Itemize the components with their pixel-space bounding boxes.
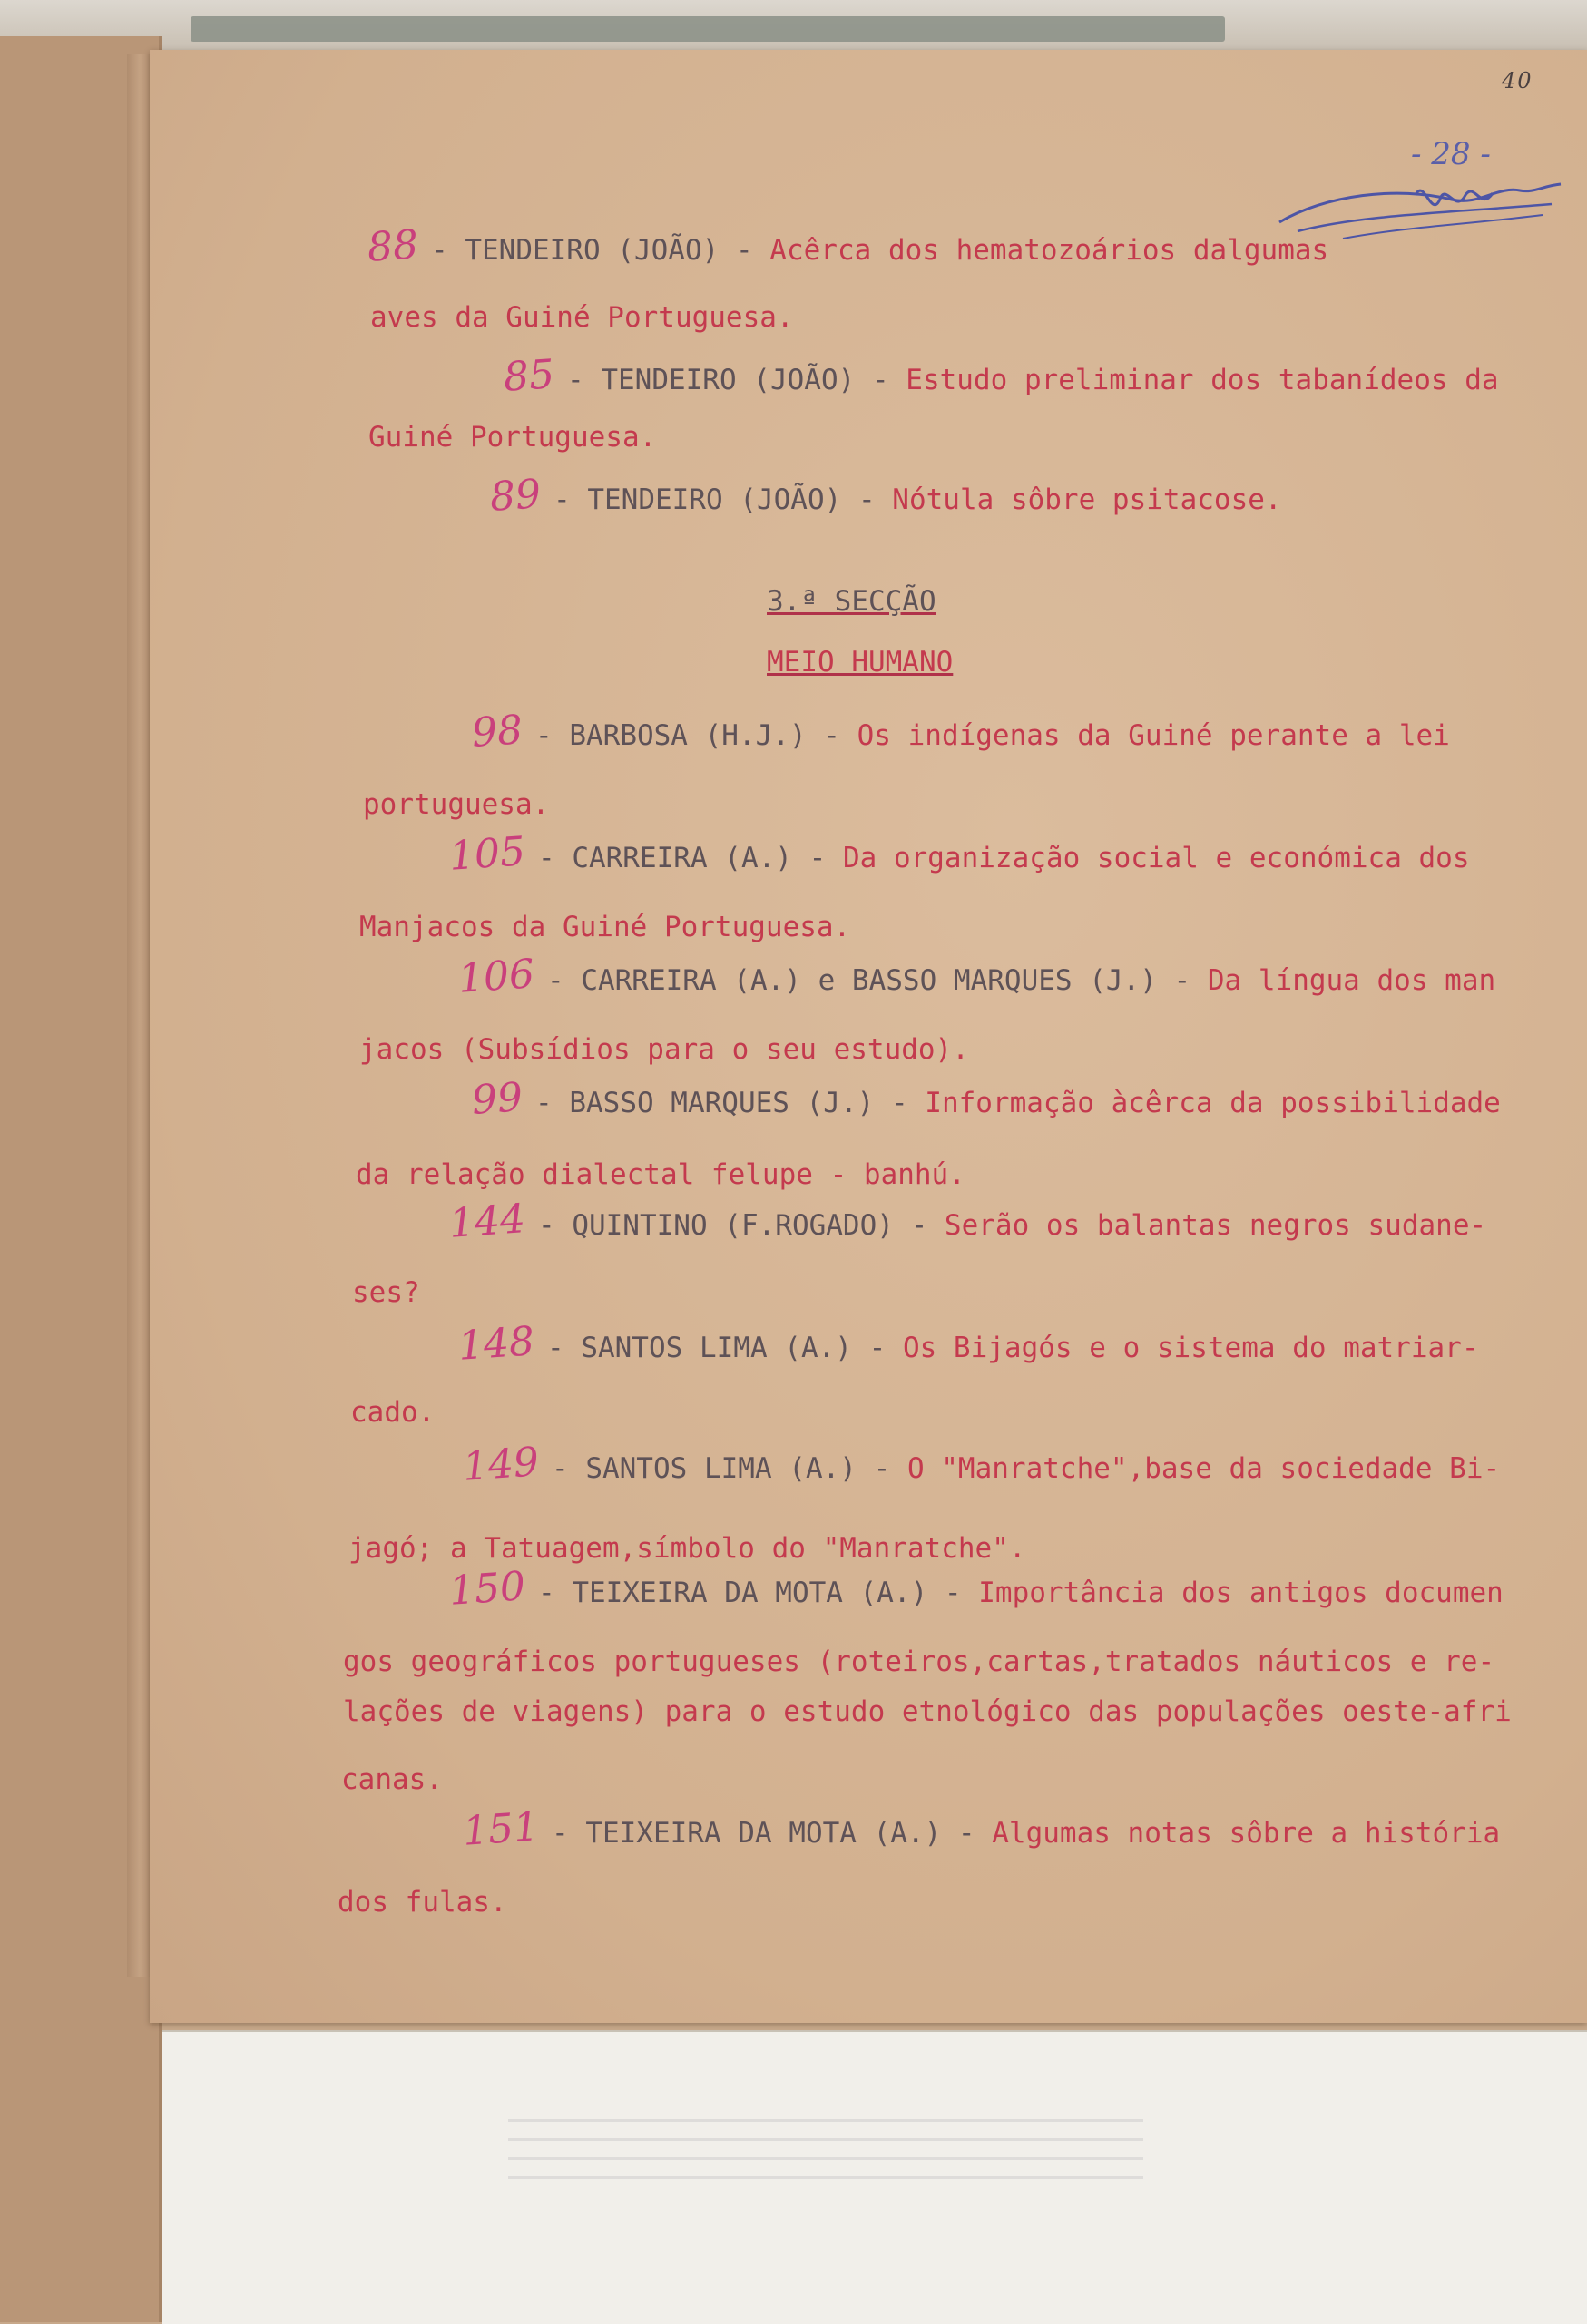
entry-author: BARBOSA (H.J.) <box>569 719 807 752</box>
handwritten-number: 99 <box>470 1074 524 1124</box>
handwritten-number: 150 <box>447 1563 527 1615</box>
entry-title: Os indígenas da Guiné perante a lei <box>857 719 1450 752</box>
entry-continuation: ses? <box>352 1276 420 1309</box>
entry-continuation: Manjacos da Guiné Portuguesa. <box>359 911 851 943</box>
handwritten-number: 98 <box>470 707 524 757</box>
entry-line-1: 88 - TENDEIRO (JOÃO) - Acêrca dos hematozoários dalgumas <box>366 221 1329 271</box>
entry-author: QUINTINO (F.ROGADO) <box>572 1209 894 1242</box>
entry-title: Da organização social e económica dos <box>842 842 1470 874</box>
entry-continuation: gos geográficos portugueses (roteiros,cartas,tratados náuticos e re- <box>343 1645 1495 1678</box>
handwritten-number: 144 <box>447 1196 527 1247</box>
entry-continuation: portuguesa. <box>363 788 550 821</box>
entry-title: Acêrca dos hematozoários dalgumas <box>769 234 1329 267</box>
entry-title: O "Manratche",base da sociedade Bi- <box>906 1452 1501 1485</box>
list-item: 151 - TEIXEIRA DA MOTA (A.) - Algumas notas sôbre a história <box>461 1803 1501 1855</box>
entry-author: TENDEIRO (JOÃO) <box>465 234 720 267</box>
entry-author: SANTOS LIMA (A.) <box>581 1332 852 1364</box>
entry-author: TEIXEIRA DA MOTA (A.) <box>585 1817 942 1850</box>
entry-title: Serão os balantas negros sudane- <box>944 1209 1487 1242</box>
page-number: - 28 - <box>1411 136 1491 172</box>
list-item: 149 - SANTOS LIMA (A.) - O "Manratche",base da sociedade Bi- <box>461 1439 1501 1490</box>
entry-continuation: da relação dialectal felupe - banhú. <box>356 1158 965 1191</box>
handwritten-number: 149 <box>461 1439 541 1490</box>
list-item: 106 - CARREIRA (A.) e BASSO MARQUES (J.) - Da língua dos man <box>456 951 1496 1002</box>
list-item: 99 - BASSO MARQUES (J.) - Informação àcêrca da possibilidade <box>470 1074 1501 1124</box>
entry-author: SANTOS LIMA (A.) <box>585 1452 857 1485</box>
entry-continuation: jacos (Subsídios para o seu estudo). <box>359 1033 969 1066</box>
handwritten-number: 151 <box>461 1803 541 1855</box>
entry-continuation: aves da Guiné Portuguesa. <box>370 301 794 334</box>
list-item: 150 - TEIXEIRA DA MOTA (A.) - Importância dos antigos documen <box>447 1563 1504 1615</box>
entry-author: BASSO MARQUES (J.) <box>569 1087 875 1119</box>
section-title: MEIO HUMANO <box>767 646 954 679</box>
list-item <box>366 221 1329 271</box>
entry-title: Importância dos antigos documen <box>978 1577 1504 1609</box>
entry-continuation: lações de viagens) para o estudo etnológico das populações oeste-afri <box>343 1695 1512 1728</box>
entry-author: TEIXEIRA DA MOTA (A.) <box>572 1577 928 1609</box>
entry-title: Da língua dos man <box>1207 964 1496 997</box>
section-label: 3.ª SECÇÃO <box>767 585 936 618</box>
entry-title: Algumas notas sôbre a história <box>992 1817 1501 1850</box>
spine <box>127 54 152 1977</box>
handwritten-number: 106 <box>456 951 536 1002</box>
list-item: 144 - QUINTINO (F.ROGADO) - Serão os balantas negros sudane- <box>447 1196 1487 1247</box>
handwritten-number: 89 <box>488 471 543 521</box>
entry-title: Os Bijagós e o sistema do matriar- <box>902 1332 1479 1364</box>
entry-continuation: dos fulas. <box>338 1886 507 1919</box>
entry-author: TENDEIRO (JOÃO) <box>601 364 856 396</box>
entry-title: Informação àcêrca da possibilidade <box>925 1087 1501 1119</box>
handwritten-number: 105 <box>447 828 527 880</box>
faint-underlying-text <box>508 2114 1143 2195</box>
entry-author: CARREIRA (A.) e BASSO MARQUES (J.) <box>581 964 1157 997</box>
handwritten-number: 85 <box>502 351 556 401</box>
binding-tape <box>191 16 1225 42</box>
entry-title: Nótula sôbre psitacose. <box>892 483 1282 516</box>
entry-author: CARREIRA (A.) <box>572 842 792 874</box>
entry-title: Estudo preliminar dos tabanídeos da <box>906 364 1499 396</box>
list-item: 105 - CARREIRA (A.) - Da organização social e económica dos <box>447 828 1470 880</box>
corner-number: 40 <box>1502 68 1533 93</box>
entry-author: TENDEIRO (JOÃO) <box>587 483 842 516</box>
handwritten-number: 148 <box>456 1318 536 1370</box>
list-item: 98 - BARBOSA (H.J.) - Os indígenas da Guiné perante a lei <box>470 707 1450 757</box>
handwritten-number: 88 <box>366 221 420 271</box>
list-item: 85 - TENDEIRO (JOÃO) - Estudo preliminar dos tabanídeos da <box>502 351 1499 401</box>
entry-continuation: Guiné Portuguesa. <box>368 421 657 454</box>
list-item: 89 - TENDEIRO (JOÃO) - Nótula sôbre psitacose. <box>488 471 1282 521</box>
list-item: 148 - SANTOS LIMA (A.) - Os Bijagós e o sistema do matriar- <box>456 1318 1479 1370</box>
entry-continuation: canas. <box>341 1763 443 1796</box>
entry-continuation: cado. <box>350 1396 436 1429</box>
entry-continuation: jagó; a Tatuagem,símbolo do "Manratche". <box>348 1532 1026 1565</box>
